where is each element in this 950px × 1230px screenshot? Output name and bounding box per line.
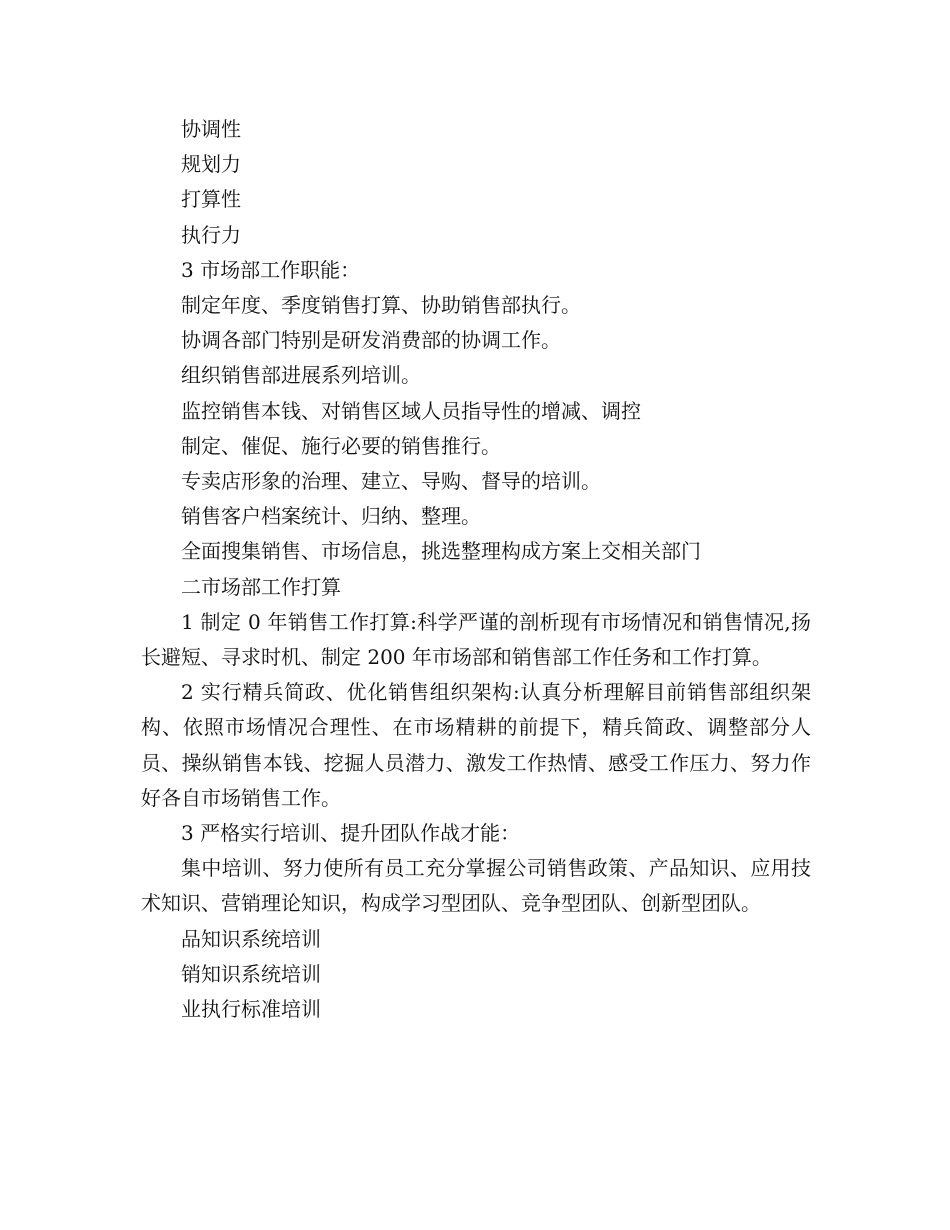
- paragraph: 组织销售部进展系列培训。: [181, 363, 421, 388]
- paragraph: 协调各部门特别是研发消费部的协调工作。: [181, 328, 561, 353]
- paragraph: 专卖店形象的治理、建立、导购、督导的培训。: [181, 469, 601, 494]
- paragraph: 执行力: [181, 222, 241, 247]
- section-heading: 3 市场部工作职能：: [181, 257, 361, 282]
- section-heading: 二市场部工作打算: [181, 574, 341, 599]
- paragraph: 集中培训、努力使所有员工充分掌握公司销售政策、产品知识、应用技术知识、营销理论知识，构成学习型团队、竞争型团队、创新型团队。: [141, 856, 811, 916]
- paragraph: 1 制定 0 年销售工作打算:科学严谨的剖析现有市场情况和销售情况,扬长避短、寻求时机、制定 200 年市场部和销售部工作任务和工作打算。: [141, 609, 811, 670]
- paragraph: 协调性: [181, 117, 241, 141]
- paragraph: 制定、催促、施行必要的销售推行。: [181, 433, 501, 458]
- paragraph: 全面搜集销售、市场信息，挑选整理构成方案上交相关部门: [181, 539, 701, 564]
- paragraph: 2 实行精兵简政、优化销售组织架构:认真分析理解目前销售部组织架构、依照市场情况合理性、在市场精耕的前提下，精兵简政、调整部分人员、操纵销售本钱、挖掘人员潜力、激发工作热情、感受工作压力、努力作好各自市场销售工作。: [141, 680, 811, 810]
- paragraph: 打算性: [181, 187, 241, 212]
- section-heading: 3 严格实行培训、提升团队作战才能：: [181, 821, 521, 846]
- paragraph: 规划力: [181, 152, 241, 177]
- paragraph: 制定年度、季度销售打算、协助销售部执行。: [181, 293, 581, 318]
- paragraph: 销售客户档案统计、归纳、整理。: [181, 504, 481, 529]
- paragraph: 监控销售本钱、对销售区域人员指导性的增减、调控: [181, 398, 641, 423]
- paragraph: 业执行标准培训: [181, 997, 321, 1022]
- document-body: [141, 112, 811, 1027]
- paragraph: 销知识系统培训: [181, 961, 321, 986]
- paragraph: 品知识系统培训: [181, 926, 321, 951]
